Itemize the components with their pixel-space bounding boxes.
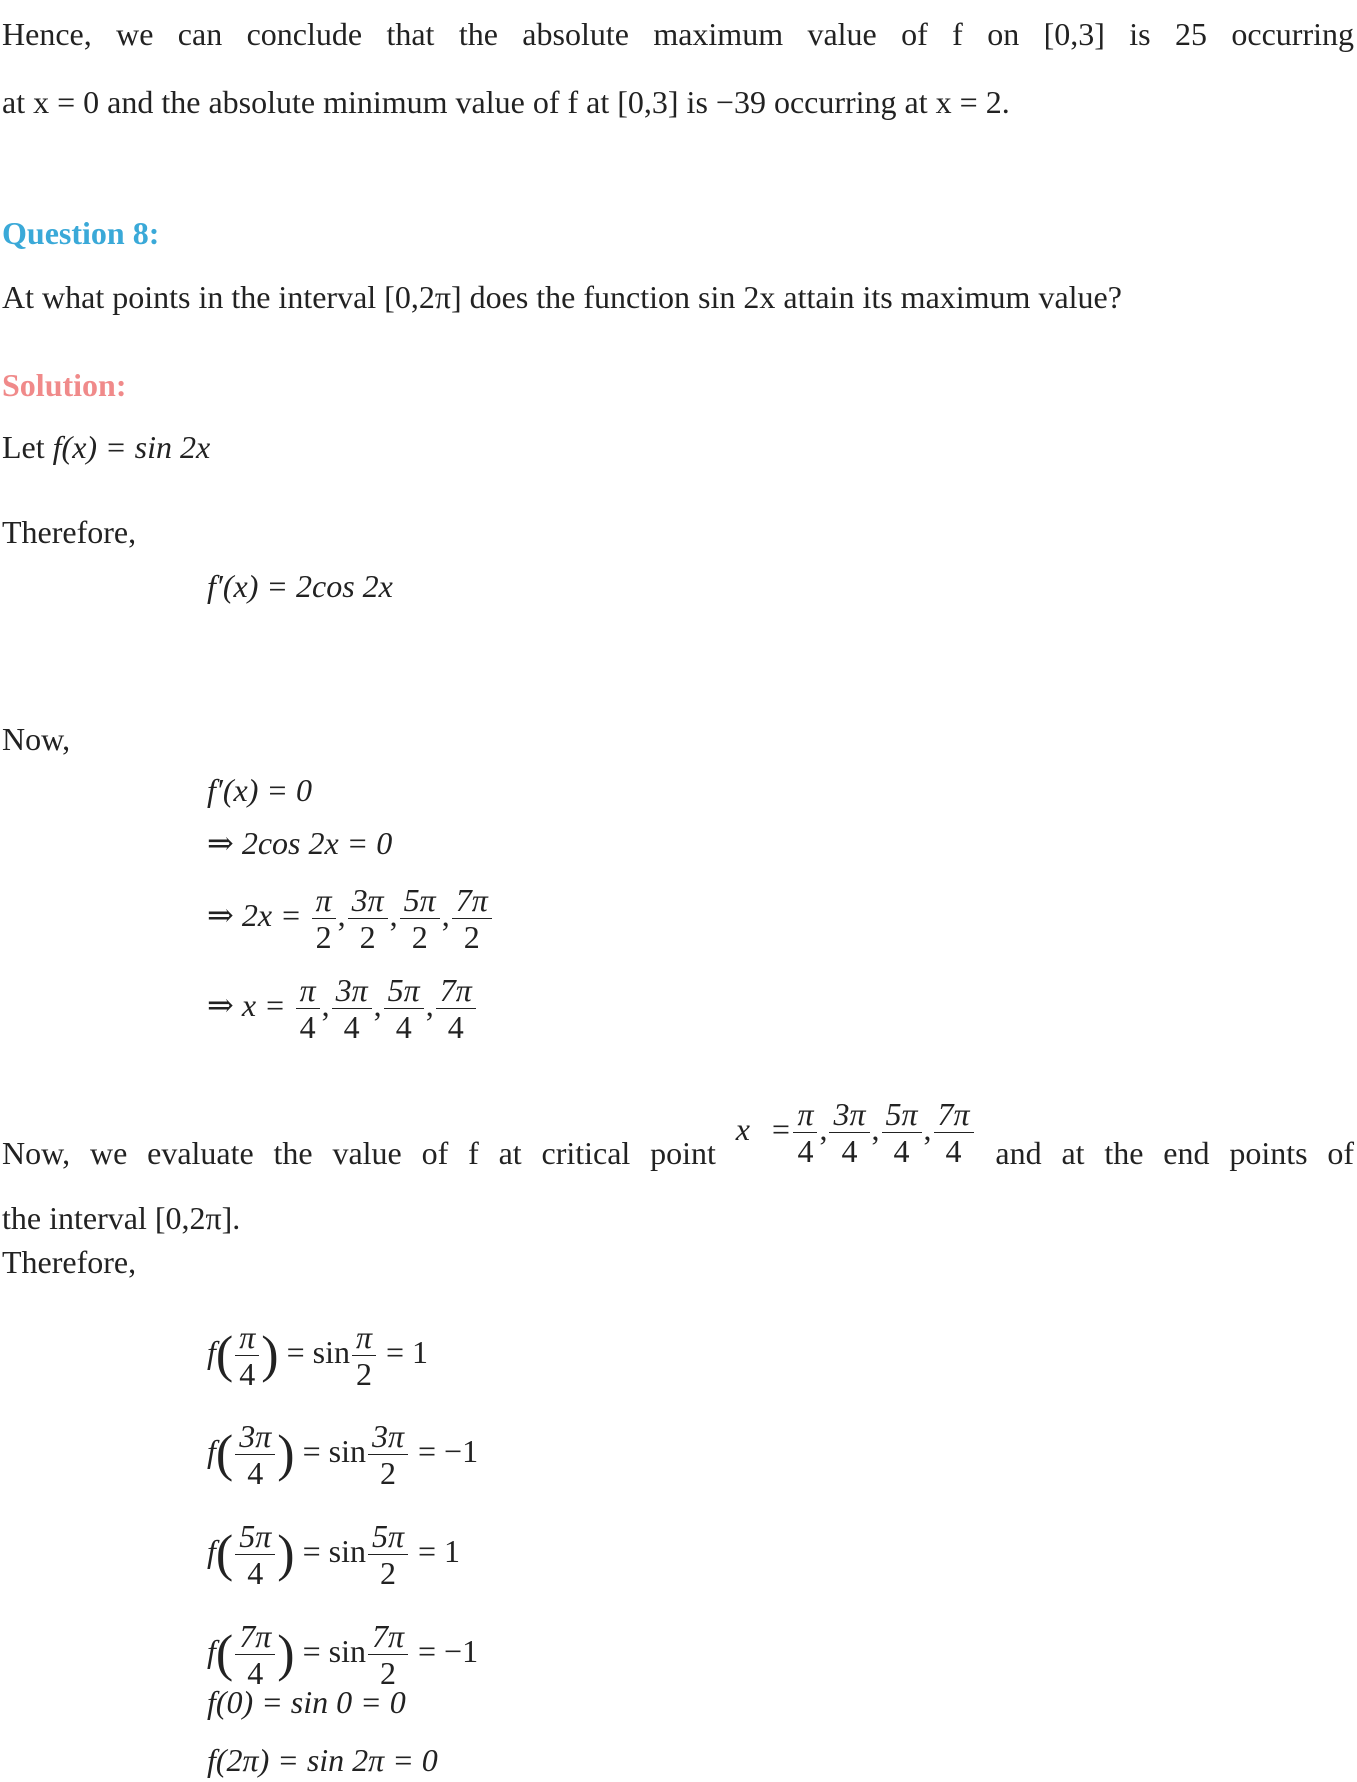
evaluate-line-2: the interval [0,2π]. xyxy=(2,1200,241,1236)
fraction xyxy=(368,1618,408,1691)
fraction xyxy=(436,972,476,1045)
value-row xyxy=(207,1312,428,1396)
f-label: f xyxy=(207,1334,216,1370)
evaluate-critical-points xyxy=(735,1096,976,1169)
fraction xyxy=(235,1319,259,1392)
denominator: 4 xyxy=(395,1009,412,1045)
fraction xyxy=(793,1096,817,1169)
evaluate-text-b: and at the end points of xyxy=(995,1134,1355,1171)
denominator: 2 xyxy=(379,1655,396,1692)
numerator: 3π xyxy=(829,1096,869,1133)
fraction xyxy=(384,972,424,1045)
fraction xyxy=(452,882,492,955)
denominator: 4 xyxy=(447,1009,464,1045)
paren-close: ) xyxy=(261,1326,279,1384)
question-interval: [0,2π] xyxy=(384,279,462,315)
numerator: 3π xyxy=(235,1418,275,1455)
question-heading: Question 8: xyxy=(2,215,160,251)
equals-sin: = sin xyxy=(302,1633,366,1669)
numerator: 5π xyxy=(882,1096,922,1133)
comma: , xyxy=(923,1110,932,1147)
equals-sin: = sin xyxy=(302,1533,366,1569)
f-label: f xyxy=(207,1633,216,1669)
value-result: = 1 xyxy=(418,1533,461,1569)
comma: , xyxy=(441,896,450,933)
denominator: 4 xyxy=(247,1655,264,1692)
value-result: = −1 xyxy=(418,1633,479,1669)
value-result: = −1 xyxy=(418,1433,479,1469)
comma: , xyxy=(373,986,382,1023)
comma: , xyxy=(819,1110,828,1147)
numerator: π xyxy=(352,1319,376,1356)
step-4-lhs: ⇒ x = xyxy=(207,986,286,1023)
step-4-fractions xyxy=(294,972,478,1045)
numerator: π xyxy=(235,1319,259,1356)
denominator: 2 xyxy=(315,919,332,955)
let-label: Let xyxy=(2,429,45,465)
denominator: 4 xyxy=(247,1555,264,1592)
paren-open: ( xyxy=(215,1425,234,1483)
paren-close: ) xyxy=(277,1525,295,1583)
numerator: π xyxy=(312,882,336,919)
denominator: 2 xyxy=(355,1356,372,1393)
paren-close: ) xyxy=(277,1625,295,1683)
comma: , xyxy=(389,896,398,933)
denominator: 4 xyxy=(247,1455,264,1492)
numerator: π xyxy=(296,972,320,1009)
step-3-fractions xyxy=(310,882,494,955)
therefore-label-2: Therefore, xyxy=(2,1244,137,1280)
denominator: 4 xyxy=(797,1133,814,1169)
numerator: 5π xyxy=(400,882,440,919)
value-result: = 1 xyxy=(386,1334,429,1370)
comma: , xyxy=(425,986,434,1023)
f-of-zero: f(0) = sin 0 = 0 xyxy=(207,1684,406,1720)
step-1: f′(x) = 0 xyxy=(207,772,312,808)
numerator: 5π xyxy=(235,1518,275,1555)
numerator: 7π xyxy=(452,882,492,919)
denominator: 4 xyxy=(299,1009,316,1045)
denominator: 2 xyxy=(411,919,428,955)
f-label: f xyxy=(207,1433,216,1469)
denominator: 4 xyxy=(239,1356,256,1393)
fraction xyxy=(400,882,440,955)
value-row xyxy=(207,1411,478,1495)
numerator: 3π xyxy=(348,882,388,919)
numerator: 7π xyxy=(934,1096,974,1133)
question-text-b: does the function sin 2x attain its maximum value? xyxy=(469,279,1122,315)
fraction xyxy=(235,1618,275,1691)
let-line xyxy=(2,427,210,467)
evaluate-text-a: Now, we evaluate the value of f at critical point xyxy=(2,1134,716,1171)
numerator: 3π xyxy=(368,1418,408,1455)
step-3-lhs: ⇒ 2x = xyxy=(207,896,302,933)
paren-open: ( xyxy=(215,1525,234,1583)
numerator: 7π xyxy=(235,1618,275,1655)
f-label: f xyxy=(207,1533,216,1569)
derivative-equation: f′(x) = 2cos 2x xyxy=(207,568,393,604)
denominator: 2 xyxy=(379,1455,396,1492)
numerator: π xyxy=(793,1096,817,1133)
denominator: 2 xyxy=(463,919,480,955)
question-text xyxy=(2,277,1122,317)
numerator: 3π xyxy=(332,972,372,1009)
solution-heading: Solution: xyxy=(2,367,127,403)
equals-sin: = sin xyxy=(286,1334,350,1370)
denominator: 4 xyxy=(343,1009,360,1045)
fraction xyxy=(348,882,388,955)
fraction xyxy=(934,1096,974,1169)
numerator: 5π xyxy=(368,1518,408,1555)
fraction xyxy=(882,1096,922,1169)
denominator: 4 xyxy=(841,1133,858,1169)
comma: , xyxy=(321,986,330,1023)
step-4 xyxy=(207,972,478,1045)
step-3 xyxy=(207,882,494,955)
value-row xyxy=(207,1511,460,1595)
denominator: 2 xyxy=(359,919,376,955)
fraction xyxy=(235,1418,275,1491)
step-2: ⇒ 2cos 2x = 0 xyxy=(207,825,393,861)
fraction xyxy=(368,1418,408,1491)
fraction xyxy=(235,1518,275,1591)
fraction xyxy=(296,972,320,1045)
paren-open: ( xyxy=(215,1326,234,1384)
denominator: 4 xyxy=(893,1133,910,1169)
paren-open: ( xyxy=(215,1625,234,1683)
fraction xyxy=(368,1518,408,1591)
numerator: 7π xyxy=(368,1618,408,1655)
paren-close: ) xyxy=(277,1425,295,1483)
comma: , xyxy=(337,896,346,933)
prev-conclusion-line-1: Hence, we can conclude that the absolute maximum value of f on [0,3] is 25 occurring xyxy=(2,16,1354,52)
evaluate-x: x = xyxy=(735,1110,792,1147)
fraction xyxy=(312,882,336,955)
numerator: 7π xyxy=(436,972,476,1009)
comma: , xyxy=(871,1110,880,1147)
question-text-a: At what points in the interval xyxy=(2,279,377,315)
now-label: Now, xyxy=(2,721,71,757)
fraction xyxy=(352,1319,376,1392)
denominator: 2 xyxy=(379,1555,396,1592)
fraction xyxy=(332,972,372,1045)
therefore-label-1: Therefore, xyxy=(2,514,137,550)
fraction xyxy=(829,1096,869,1169)
equals-sin: = sin xyxy=(302,1433,366,1469)
f-of-two-pi: f(2π) = sin 2π = 0 xyxy=(207,1742,438,1778)
let-equation: f(x) = sin 2x xyxy=(52,429,211,465)
numerator: 5π xyxy=(384,972,424,1009)
denominator: 4 xyxy=(945,1133,962,1169)
prev-conclusion-line-2: at x = 0 and the absolute minimum value of f at [0,3] is −39 occurring at x = 2. xyxy=(2,84,1010,120)
